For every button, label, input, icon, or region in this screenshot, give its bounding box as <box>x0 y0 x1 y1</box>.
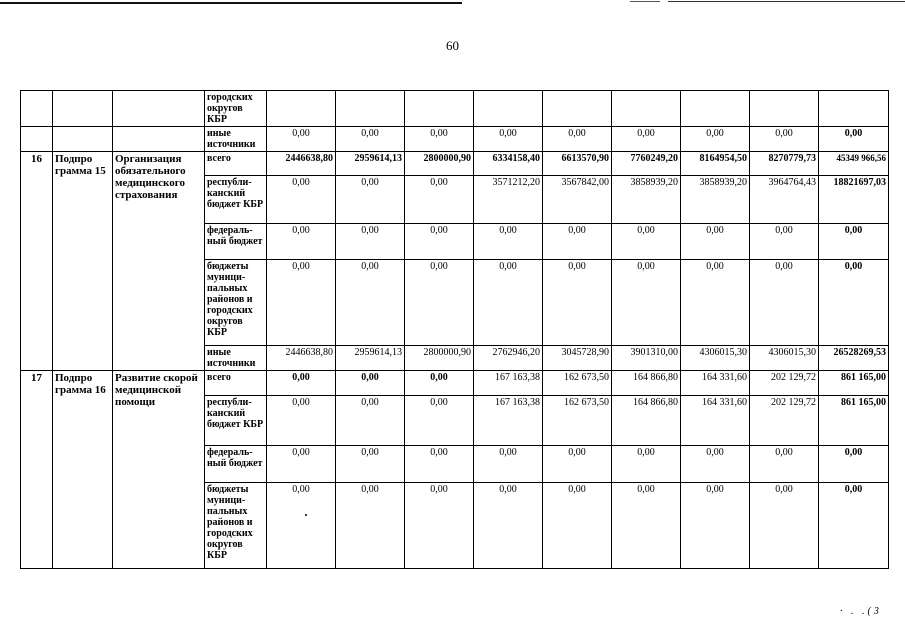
value-cell: 0,00 <box>267 127 336 152</box>
handwritten-mark: · . .(3 <box>840 606 882 617</box>
value-cell: 202 129,72 <box>750 371 819 396</box>
value-cell: 0,00 <box>267 371 336 396</box>
value-cell <box>405 91 474 127</box>
value-cell: 202 129,72 <box>750 396 819 446</box>
value-cell: 4306015,30 <box>750 346 819 371</box>
source-cell: республи-канский бюджет КБР <box>205 176 267 224</box>
value-cell: 0,00 <box>750 224 819 260</box>
value-cell: 0,00 <box>405 483 474 569</box>
source-cell: городских округов КБР <box>205 91 267 127</box>
stray-mark <box>305 514 307 516</box>
value-cell: 0,00 <box>612 483 681 569</box>
table-row <box>21 371 889 396</box>
value-cell: 164 331,60 <box>681 371 750 396</box>
value-cell: 164 331,60 <box>681 396 750 446</box>
source-cell: республи-канский бюджет КБР <box>205 396 267 446</box>
source-cell: бюджеты муници-пальных районов и городских округов КБР <box>205 483 267 569</box>
value-cell: 0,00 <box>543 483 612 569</box>
table-row <box>21 91 889 127</box>
value-cell: 0,00 <box>336 446 405 483</box>
subprogram-cell <box>53 127 113 152</box>
value-cell: 0,00 <box>750 127 819 152</box>
value-cell: 0,00 <box>336 224 405 260</box>
number-cell <box>21 127 53 152</box>
subprogram-name: Организация обязательного медицинского страхования <box>113 152 205 371</box>
value-cell: 162 673,50 <box>543 371 612 396</box>
subprogram-name: Развитие скорой медицинской помощи <box>113 371 205 569</box>
page-number: 60 <box>446 38 459 53</box>
value-cell: 0,00 <box>750 446 819 483</box>
total-cell: 45349 966,56 <box>819 152 889 176</box>
value-cell: 3858939,20 <box>612 176 681 224</box>
value-cell: 0,00 <box>612 446 681 483</box>
value-cell: 0,00 <box>267 446 336 483</box>
value-cell: 2446638,80 <box>267 152 336 176</box>
value-cell: 0,00 <box>336 483 405 569</box>
total-cell: 0,00 <box>819 127 889 152</box>
value-cell: 0,00 <box>681 483 750 569</box>
value-cell: 0,00 <box>543 127 612 152</box>
source-cell: всего <box>205 152 267 176</box>
value-cell: 6334158,40 <box>474 152 543 176</box>
value-cell: 162 673,50 <box>543 396 612 446</box>
total-cell <box>819 91 889 127</box>
total-cell: 26528269,53 <box>819 346 889 371</box>
value-cell: 0,00 <box>405 176 474 224</box>
value-cell: 2959614,13 <box>336 152 405 176</box>
value-cell: 7760249,20 <box>612 152 681 176</box>
value-cell: 2800000,90 <box>405 346 474 371</box>
value-cell: 3045728,90 <box>543 346 612 371</box>
value-cell: 0,00 <box>474 446 543 483</box>
subprogram-cell <box>53 91 113 127</box>
value-cell: 3858939,20 <box>681 176 750 224</box>
value-cell: 0,00 <box>474 483 543 569</box>
value-cell: 0,00 <box>267 176 336 224</box>
value-cell: 0,00 <box>336 371 405 396</box>
value-cell: 0,00 <box>543 260 612 346</box>
value-cell: 0,00 <box>336 260 405 346</box>
value-cell: 167 163,38 <box>474 396 543 446</box>
value-cell: 8270779,73 <box>750 152 819 176</box>
total-cell: 0,00 <box>819 260 889 346</box>
value-cell: 0,00 <box>543 224 612 260</box>
source-cell: федераль-ный бюджет <box>205 224 267 260</box>
value-cell: 0,00 <box>336 176 405 224</box>
value-cell: 3567842,00 <box>543 176 612 224</box>
value-cell: 0,00 <box>474 260 543 346</box>
value-cell: 0,00 <box>267 483 336 569</box>
value-cell: 167 163,38 <box>474 371 543 396</box>
value-cell: 2800000,90 <box>405 152 474 176</box>
number-cell <box>21 91 53 127</box>
value-cell: 0,00 <box>543 446 612 483</box>
value-cell: 0,00 <box>681 260 750 346</box>
row-number: 16 <box>21 152 53 371</box>
value-cell: 0,00 <box>405 446 474 483</box>
value-cell: 0,00 <box>405 371 474 396</box>
subprogram-label: Подпро грамма 15 <box>53 152 113 371</box>
top-rule <box>0 2 462 4</box>
value-cell: 0,00 <box>750 483 819 569</box>
value-cell: 0,00 <box>336 396 405 446</box>
row-number: 17 <box>21 371 53 569</box>
table-row <box>21 127 889 152</box>
value-cell: 164 866,80 <box>612 371 681 396</box>
total-cell: 0,00 <box>819 224 889 260</box>
total-cell: 18821697,03 <box>819 176 889 224</box>
value-cell: 3571212,20 <box>474 176 543 224</box>
source-cell: иные источники <box>205 127 267 152</box>
value-cell: 0,00 <box>612 127 681 152</box>
value-cell: 4306015,30 <box>681 346 750 371</box>
value-cell: 0,00 <box>336 127 405 152</box>
value-cell: 2762946,20 <box>474 346 543 371</box>
value-cell <box>474 91 543 127</box>
value-cell: 8164954,50 <box>681 152 750 176</box>
value-cell: 0,00 <box>405 127 474 152</box>
total-cell: 0,00 <box>819 483 889 569</box>
value-cell: 0,00 <box>612 224 681 260</box>
value-cell <box>681 91 750 127</box>
value-cell: 164 866,80 <box>612 396 681 446</box>
value-cell: 2446638,80 <box>267 346 336 371</box>
value-cell: 0,00 <box>267 224 336 260</box>
source-cell: федераль-ный бюджет <box>205 446 267 483</box>
table-row <box>21 152 889 176</box>
value-cell: 0,00 <box>405 224 474 260</box>
value-cell <box>612 91 681 127</box>
value-cell <box>267 91 336 127</box>
value-cell: 0,00 <box>474 127 543 152</box>
total-cell: 861 165,00 <box>819 371 889 396</box>
subprogram-label: Подпро грамма 16 <box>53 371 113 569</box>
value-cell: 0,00 <box>681 127 750 152</box>
total-cell: 0,00 <box>819 446 889 483</box>
value-cell: 0,00 <box>612 260 681 346</box>
value-cell: 0,00 <box>405 396 474 446</box>
top-rule-right <box>668 1 905 2</box>
value-cell: 0,00 <box>474 224 543 260</box>
value-cell: 3964764,43 <box>750 176 819 224</box>
value-cell: 3901310,00 <box>612 346 681 371</box>
top-rule-fragment <box>630 1 660 2</box>
value-cell <box>336 91 405 127</box>
value-cell: 0,00 <box>750 260 819 346</box>
value-cell: 0,00 <box>681 224 750 260</box>
value-cell: 2959614,13 <box>336 346 405 371</box>
source-cell: иные источники <box>205 346 267 371</box>
value-cell <box>543 91 612 127</box>
value-cell: 0,00 <box>267 260 336 346</box>
value-cell: 0,00 <box>681 446 750 483</box>
value-cell: 6613570,90 <box>543 152 612 176</box>
value-cell: 0,00 <box>267 396 336 446</box>
value-cell: 0,00 <box>405 260 474 346</box>
name-cell <box>113 91 205 127</box>
total-cell: 861 165,00 <box>819 396 889 446</box>
value-cell <box>750 91 819 127</box>
source-cell: всего <box>205 371 267 396</box>
budget-table <box>20 90 889 569</box>
name-cell <box>113 127 205 152</box>
source-cell: бюджеты муници-пальных районов и городских округов КБР <box>205 260 267 346</box>
